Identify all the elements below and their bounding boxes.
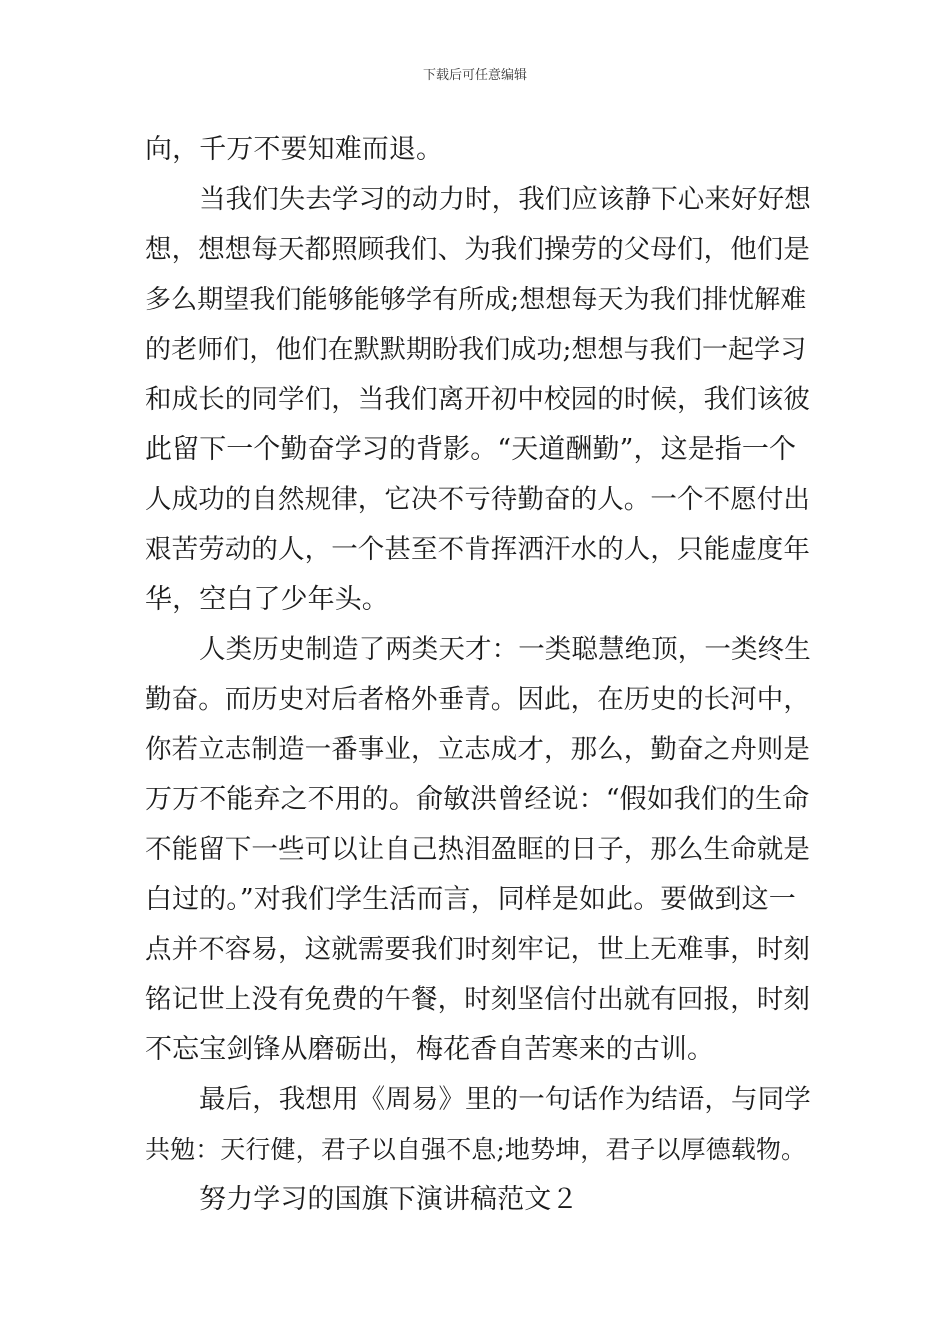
text-line: 和成长的同学们，当我们离开初中校园的时候，我们该彼: [145, 384, 810, 415]
text-line: 想，想想每天都照顾我们、为我们操劳的父母们，他们是: [145, 234, 810, 265]
text-line: 人类历史制造了两类天才：一类聪慧绝顶，一类终生: [199, 634, 811, 665]
text-line: 的老师们，他们在默默期盼我们成功;想想与我们一起学习: [145, 335, 807, 365]
text-line: 向，千万不要知难而退。: [145, 134, 444, 165]
text-line: 多么期望我们能够能够学有所成;想想每天为我们排忧解难: [145, 285, 807, 315]
text-line: 华，空白了少年头。: [145, 584, 389, 615]
text-line: 不忘宝剑锋从磨砺出，梅花香自苦寒来的古训。: [145, 1034, 715, 1065]
text-line: 最后，我想用《周易》里的一句话作为结语，与同学: [199, 1084, 811, 1115]
text-line: 白过的。”对我们学生活而言，同样是如此。要做到这一: [145, 884, 796, 915]
text-line: 人成功的自然规律，它决不亏待勤奋的人。一个不愿付出: [145, 484, 810, 515]
text-line: 铭记世上没有免费的午餐，时刻坚信付出就有回报，时刻: [145, 984, 810, 1015]
text-line: 点并不容易，这就需要我们时刻牢记，世上无难事，时刻: [145, 934, 810, 965]
text-line: 此留下一个勤奋学习的背影。“天道酬勤”，这是指一个: [145, 434, 797, 465]
text-line: 艰苦劳动的人，一个甚至不肯挥洒汗水的人，只能虚度年: [145, 534, 810, 565]
text-line: 勤奋。而历史对后者格外垂青。因此，在历史的长河中，: [145, 684, 810, 715]
text-line: 共勉：天行健，君子以自强不息;地势坤，君子以厚德载物。: [145, 1135, 807, 1164]
text-line: 不能留下一些可以让自己热泪盈眶的日子，那么生命就是: [145, 834, 810, 865]
text-line: 当我们失去学习的动力时，我们应该静下心来好好想: [199, 184, 811, 215]
text-line: 万万不能弃之不用的。俞敏洪曾经说：“假如我们的生命: [145, 784, 810, 815]
section-title: 努力学习的国旗下演讲稿范文２: [199, 1184, 579, 1215]
page-header: 下载后可任意编辑: [422, 68, 527, 83]
text-line: 你若立志制造一番事业，立志成才，那么，勤奋之舟则是: [145, 734, 810, 765]
